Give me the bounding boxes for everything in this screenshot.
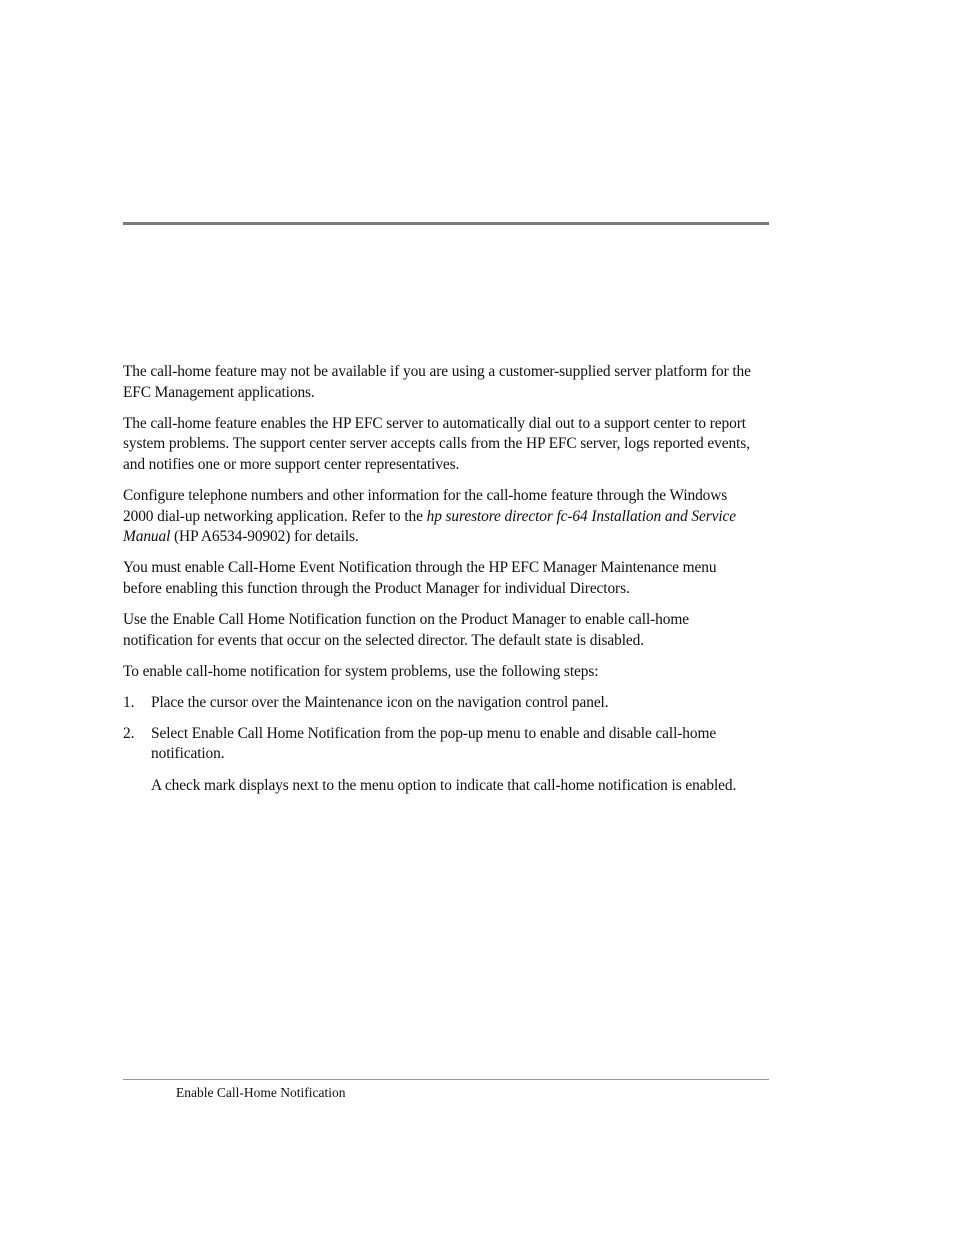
step-item xyxy=(123,693,753,714)
paragraph-steps-intro: To enable call-home notification for system problems, use the following steps: xyxy=(123,662,599,680)
step-note: A check mark displays next to the menu option to indicate that call-home notification is enabled. xyxy=(151,776,737,794)
step-item xyxy=(123,724,753,796)
page-body xyxy=(123,362,753,807)
paragraph-text: Configure telephone numbers and other information for the call-home feature through the Windows 2000 dial-up networking application. Refer to the xyxy=(123,486,728,525)
paragraph-configure-telephone xyxy=(123,486,753,548)
paragraph-server-availability: The call-home feature may not be available if you are using a customer-supplied server platform for the EFC Management applications. xyxy=(123,363,751,401)
footer-rule xyxy=(123,1079,769,1080)
steps-list xyxy=(123,693,753,796)
top-rule xyxy=(123,222,769,225)
step-number: 2. xyxy=(123,724,135,742)
paragraph-feature-description: The call-home feature enables the HP EFC server to automatically dial out to a support center to report system problems. The support center server accepts calls from the HP EFC server, logs reported events, and notifies one or more support center representatives. xyxy=(123,414,750,473)
paragraph-text: (HP A6534-90902) for details. xyxy=(170,528,359,546)
step-text: Place the cursor over the Maintenance icon on the navigation control panel. xyxy=(151,693,609,711)
paragraph-enable-requirement: You must enable Call-Home Event Notification through the HP EFC Manager Maintenance menu before enabling this function through the Product Manager for individual Directors. xyxy=(123,559,717,597)
paragraph-function-usage: Use the Enable Call Home Notification function on the Product Manager to enable call-home notification for events that occur on the selected director. The default state is disabled. xyxy=(123,610,689,649)
step-number: 1. xyxy=(123,693,135,711)
footer-section-title: Enable Call-Home Notification xyxy=(176,1085,346,1100)
manual-title: hp surestore director fc-64 Installation and Service Manual xyxy=(123,507,736,546)
step-text: Select Enable Call Home Notification from the pop-up menu to enable and disable call-home notification. xyxy=(151,724,717,763)
